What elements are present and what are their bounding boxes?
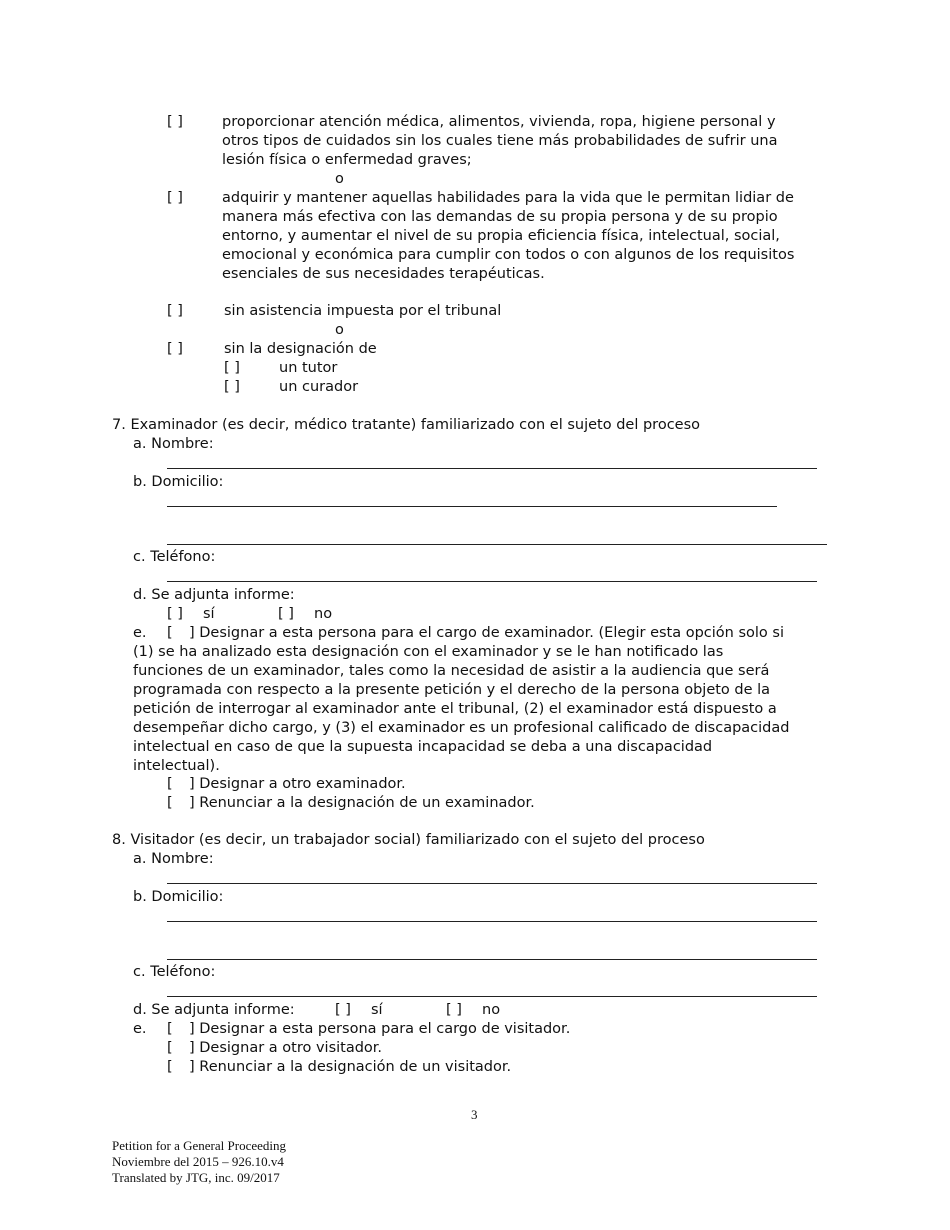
examiner-designate-text: petición de interrogar al examinador ante el tribunal, (2) el examinador está dispuesto a [133, 701, 777, 717]
checkbox-medical-care[interactable]: [ ] [167, 114, 183, 130]
examiner-other-checkbox[interactable]: [ [167, 776, 173, 792]
option-medical-care-line: lesión física o enfermedad graves; [222, 152, 472, 168]
examiner-report-no-checkbox[interactable]: [ ] [278, 606, 294, 622]
examiner-designate-text: intelectual). [133, 758, 220, 774]
visitor-report-no-checkbox[interactable]: [ ] [446, 1002, 462, 1018]
checkbox-life-skills[interactable]: [ ] [167, 190, 183, 206]
footer-translation-credit: Translated by JTG, inc. 09/2017 [112, 1170, 280, 1185]
examiner-name-label: a. Nombre: [133, 436, 214, 452]
page-number: 3 [471, 1107, 478, 1122]
examiner-report-no-label: no [314, 606, 333, 622]
visitor-name-label: a. Nombre: [133, 851, 214, 867]
checkbox-no-assistance[interactable]: [ ] [167, 303, 183, 319]
section-8-heading: 8. Visitador (es decir, un trabajador social) familiarizado con el sujeto del proceso [112, 832, 705, 848]
footer-form-version: Noviembre del 2015 – 926.10.v4 [112, 1154, 284, 1169]
footer [112, 1138, 286, 1186]
visitor-other-checkbox[interactable]: [ [167, 1040, 173, 1056]
examiner-phone-label: c. Teléfono: [133, 549, 216, 565]
or-label: o [335, 171, 344, 187]
option-medical-care-line: otros tipos de cuidados sin los cuales tiene más probabilidades de sufrir una [222, 133, 778, 149]
examiner-designate-text: (1) se ha analizado esta designación con el examinador y se le han notificado las [133, 644, 724, 660]
option-life-skills-line: emocional y económica para cumplir con todos o con algunos de los requisitos [222, 247, 795, 263]
checkbox-tutor[interactable]: [ ] [224, 360, 240, 376]
or-label: o [335, 322, 344, 338]
option-curador: un curador [279, 379, 359, 395]
examiner-designate-text: funciones de un examinador, tales como la necesidad de asistir a la audiencia que será [133, 663, 770, 679]
visitor-designate-checkbox[interactable]: [ [167, 1021, 173, 1037]
examiner-name-field[interactable] [167, 468, 817, 469]
examiner-designate-text: programada con respecto a la presente petición y el derecho de la persona objeto de la [133, 682, 771, 698]
examiner-waive-checkbox[interactable]: [ [167, 795, 173, 811]
visitor-designate-text: ] Designar a esta persona para el cargo de visitador. [189, 1021, 571, 1037]
visitor-report-label: d. Se adjunta informe: [133, 1002, 295, 1018]
visitor-waive-label: ] Renunciar a la designación de un visitador. [189, 1059, 512, 1075]
option-no-designation: sin la designación de [224, 341, 377, 357]
examiner-designate-text: intelectual en caso de que la supuesta incapacidad se deba a una discapacidad [133, 739, 713, 755]
examiner-report-label: d. Se adjunta informe: [133, 587, 295, 603]
section-7-heading: 7. Examinador (es decir, médico tratante) familiarizado con el sujeto del proceso [112, 417, 701, 433]
visitor-address-label: b. Domicilio: [133, 889, 224, 905]
visitor-e-prefix: e. [133, 1021, 147, 1037]
examiner-e-prefix: e. [133, 625, 147, 641]
visitor-phone-field[interactable] [167, 996, 817, 997]
option-tutor: un tutor [279, 360, 338, 376]
examiner-designate-text: ] Designar a esta persona para el cargo de examinador. (Elegir esta opción solo si [189, 625, 784, 641]
option-no-assistance: sin asistencia impuesta por el tribunal [224, 303, 502, 319]
visitor-address-field-1[interactable] [167, 921, 817, 922]
checkbox-no-designation[interactable]: [ ] [167, 341, 183, 357]
visitor-report-no-label: no [482, 1002, 501, 1018]
option-life-skills-line: adquirir y mantener aquellas habilidades para la vida que le permitan lidiar de [222, 190, 794, 206]
examiner-address-field-1[interactable] [167, 506, 777, 507]
option-life-skills-line: manera más efectiva con las demandas de su propia persona y de su propio [222, 209, 778, 225]
examiner-designate-checkbox[interactable]: [ [167, 625, 173, 641]
visitor-phone-label: c. Teléfono: [133, 964, 216, 980]
option-life-skills-line: entorno, y aumentar el nivel de su propia eficiencia física, intelectual, social, [222, 228, 780, 244]
examiner-address-label: b. Domicilio: [133, 474, 224, 490]
visitor-report-yes-checkbox[interactable]: [ ] [335, 1002, 351, 1018]
examiner-report-yes-label: sí [203, 606, 215, 622]
examiner-waive-label: ] Renunciar a la designación de un examinador. [189, 795, 535, 811]
examiner-report-yes-checkbox[interactable]: [ ] [167, 606, 183, 622]
examiner-other-label: ] Designar a otro examinador. [189, 776, 406, 792]
visitor-other-label: ] Designar a otro visitador. [189, 1040, 383, 1056]
examiner-designate-text: desempeñar dicho cargo, y (3) el examinador es un profesional calificado de discapacidad [133, 720, 790, 736]
visitor-waive-checkbox[interactable]: [ [167, 1059, 173, 1075]
checkbox-curador[interactable]: [ ] [224, 379, 240, 395]
visitor-report-yes-label: sí [371, 1002, 383, 1018]
examiner-address-field-2[interactable] [167, 544, 827, 545]
footer-form-title: Petition for a General Proceeding [112, 1138, 286, 1153]
option-life-skills-line: esenciales de sus necesidades terapéuticas. [222, 266, 545, 282]
option-medical-care-line: proporcionar atención médica, alimentos, vivienda, ropa, higiene personal y [222, 114, 776, 130]
visitor-address-field-2[interactable] [167, 959, 817, 960]
examiner-phone-field[interactable] [167, 581, 817, 582]
visitor-name-field[interactable] [167, 883, 817, 884]
